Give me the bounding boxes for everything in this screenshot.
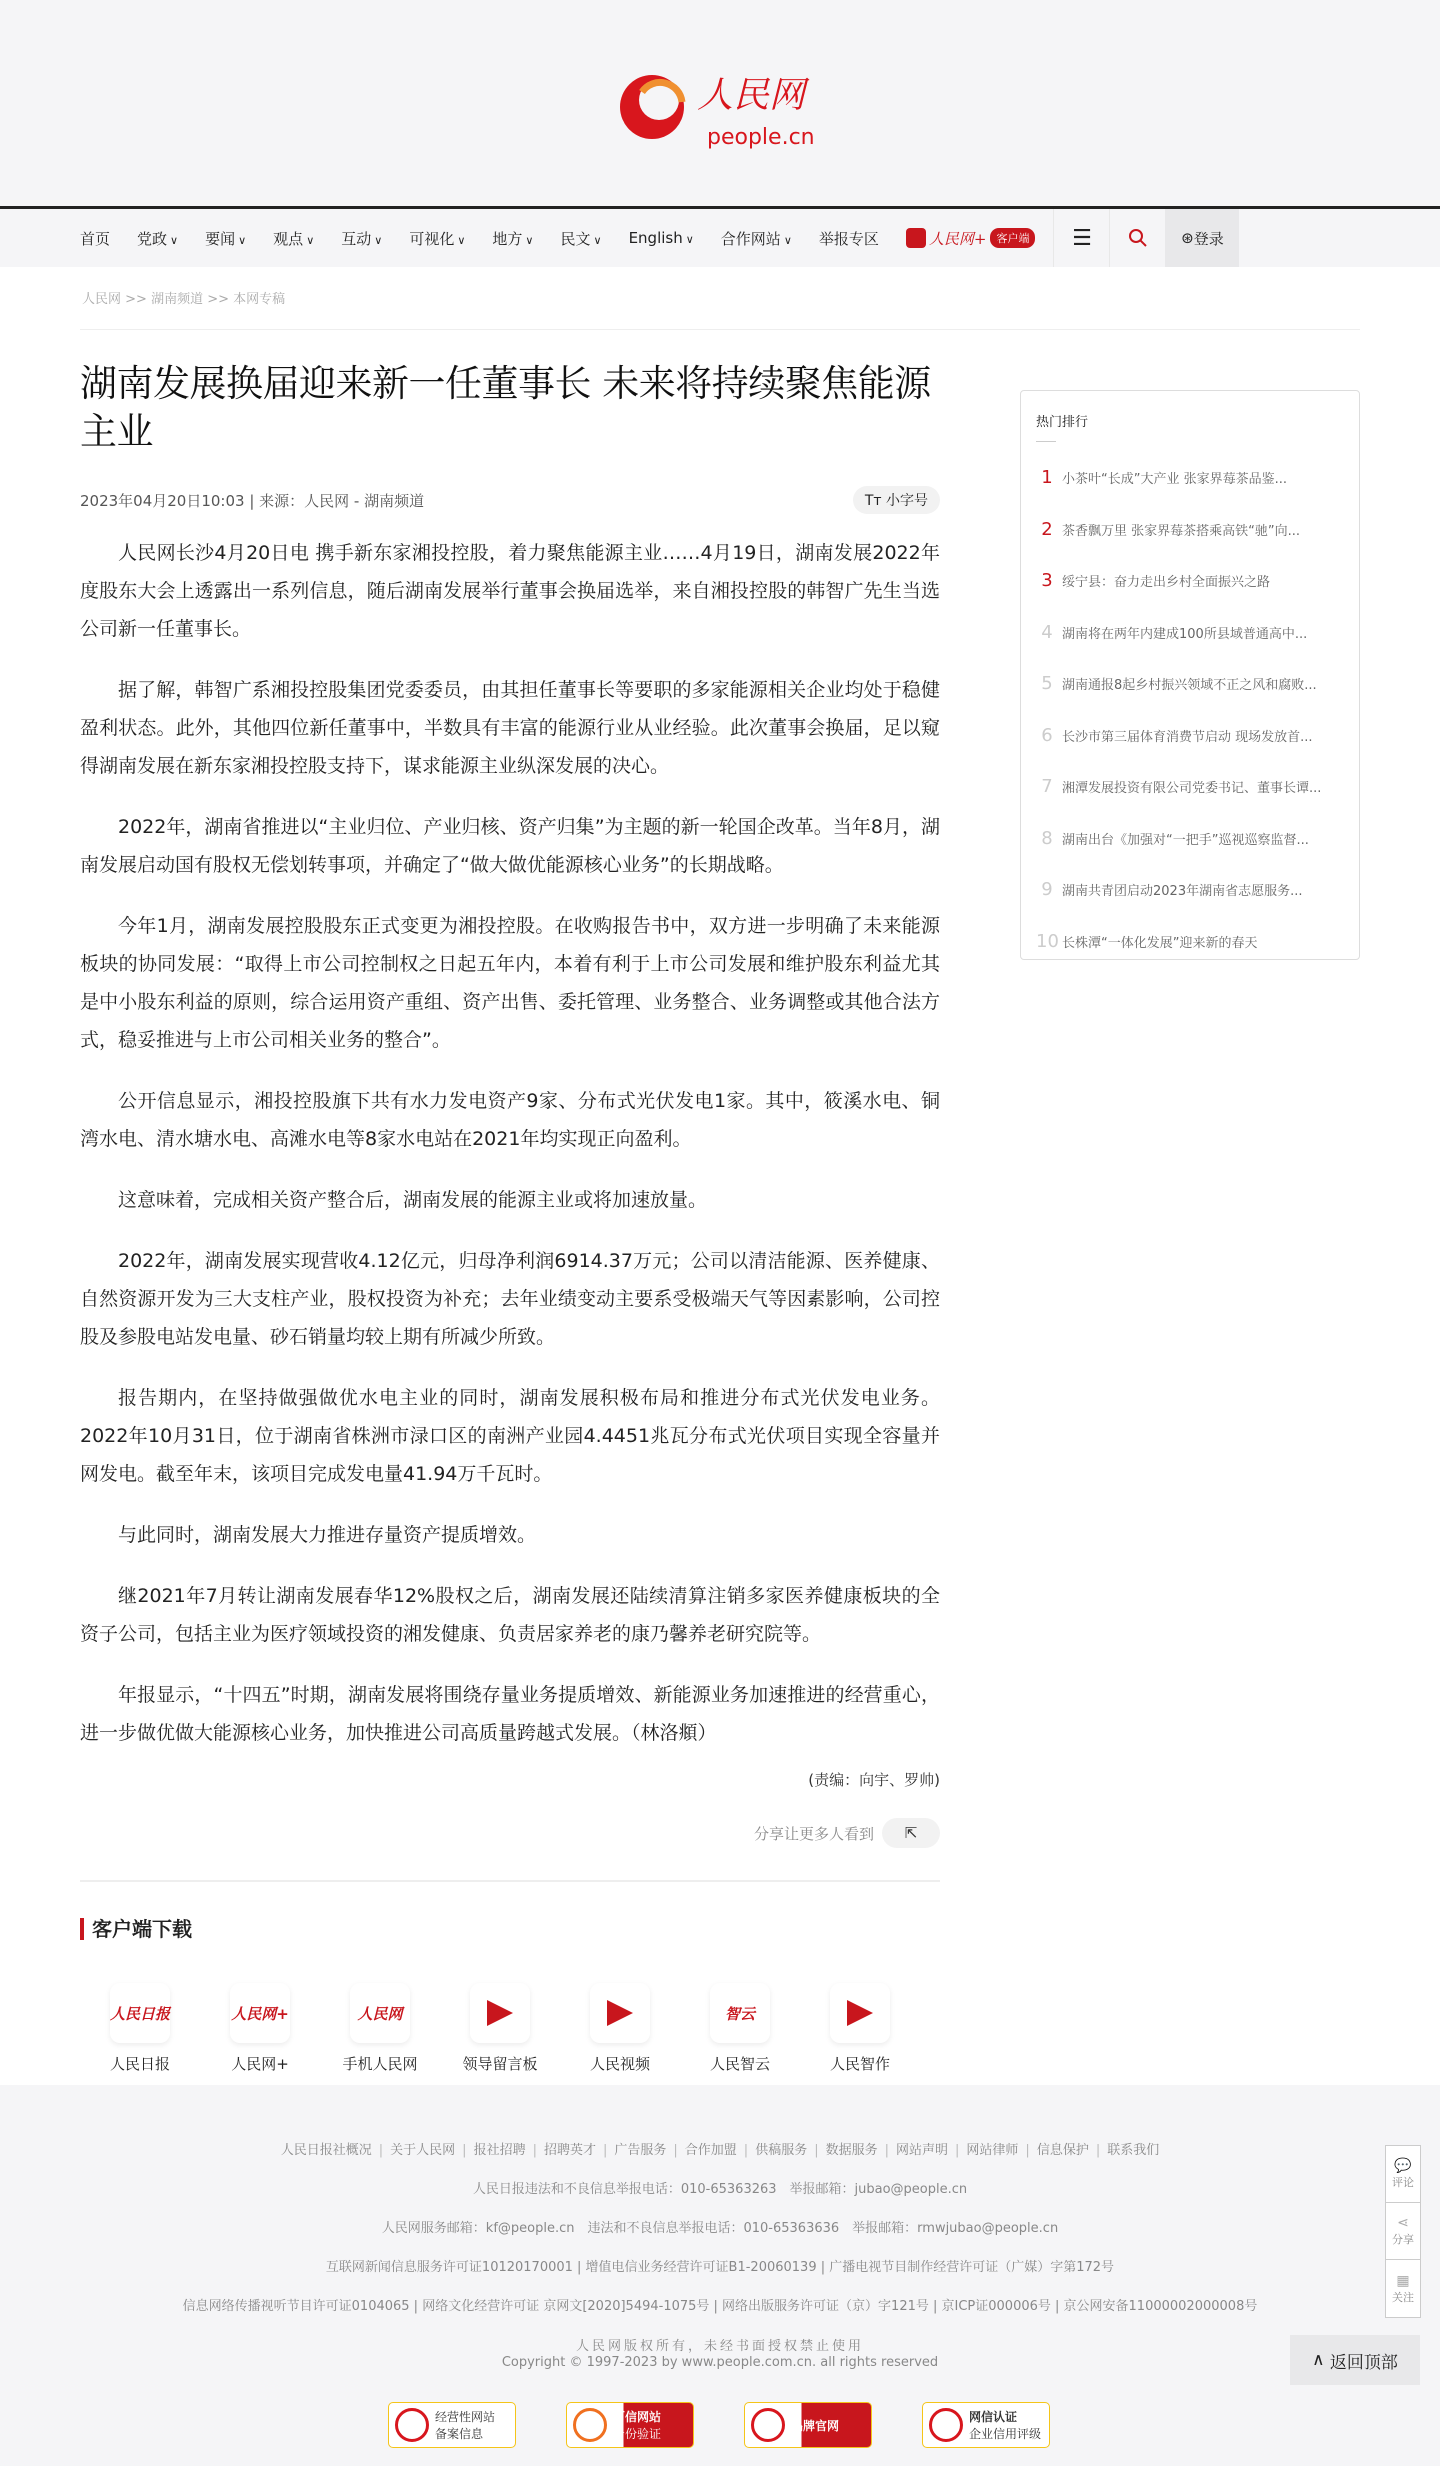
chevron-down-icon: ∨	[783, 233, 792, 247]
rank-number: 3	[1041, 570, 1053, 592]
nav-item[interactable]: English ∨	[628, 229, 694, 247]
rank-number: 10	[1036, 930, 1059, 952]
app-icon: 智云	[710, 1983, 770, 2043]
hot-ranking	[1020, 390, 1360, 960]
nav-item[interactable]: 互动 ∨	[341, 229, 383, 248]
article-paragraph: 人民网长沙4月20日电 携手新东家湘投控股，着力聚焦能源主业……4月19日，湖南发展2022年度股东大会上透露出一系列信息，随后湖南发展举行董事会换届选举，来自湘投控股的韩智广先生当选公司新一任董事长。	[80, 542, 940, 640]
nav-item[interactable]: 观点 ∨	[273, 229, 315, 248]
breadcrumb-current[interactable]: 本网专稿	[233, 292, 286, 307]
article-paragraph: 2022年，湖南发展实现营收4.12亿元，归母净利润6914.37万元；公司以清洁能源、医养健康、自然资源开发为三大支柱产业，股权投资为补充；去年业绩变动主要系受极端天气等因素影响，公司控股及参股电站发电量、砂石销量均较上期有所减少所致。	[80, 1250, 940, 1348]
footer-link[interactable]: 人民日报社概况	[280, 2143, 372, 2158]
hot-item[interactable]: 6 长沙市第三届体育消费节启动 现场发放首...	[1036, 710, 1344, 762]
footer-link[interactable]: 广告服务	[614, 2143, 667, 2158]
separator: |	[532, 2143, 537, 2158]
certification-badges	[388, 2402, 1100, 2448]
seal-icon	[573, 2408, 607, 2442]
separator: |	[884, 2143, 889, 2158]
separator: |	[602, 2143, 608, 2158]
article-meta: 2023年04月20日10:03 | 来源：人民网 - 湖南频道	[80, 491, 425, 510]
app-icon	[470, 1983, 530, 2043]
font-size-icon: Tт	[864, 493, 886, 509]
hot-item[interactable]: 7 湘潭发展投资有限公司党委书记、董事长谭...	[1036, 761, 1344, 813]
hot-item[interactable]: 4 湖南将在两年内建成100所县域普通高中...	[1036, 607, 1344, 659]
rank-number: 2	[1041, 518, 1053, 540]
breadcrumb-hunan[interactable]: 湖南频道	[151, 292, 204, 307]
app-icon: 人民网	[350, 1983, 410, 2043]
chevron-down-icon: ∨	[457, 233, 466, 247]
nav-item[interactable]: 地方 ∨	[492, 229, 534, 248]
people-plus-icon	[906, 228, 926, 248]
nav-item[interactable]: 举报专区	[818, 229, 879, 248]
separator: |	[955, 2143, 960, 2158]
separator: |	[1095, 2143, 1101, 2158]
hot-item[interactable]: 9 湖南共青团启动2023年湖南省志愿服务...	[1036, 864, 1344, 916]
nav-item[interactable]: 民文 ∨	[560, 229, 602, 248]
article-paragraph: 公开信息显示，湘投控股旗下共有水力发电资产9家、分布式光伏发电1家。其中，筱溪水电、铜湾水电、清水塘水电、高滩水电等8家水电站在2021年均实现正向盈利。	[80, 1090, 940, 1150]
rank-number: 5	[1041, 673, 1053, 695]
article-paragraph: 据了解，韩智广系湘投控股集团党委委员，由其担任董事长等要职的多家能源相关企业均处于稳健盈利状态。此外，其他四位新任董事中，半数具有丰富的能源行业从业经验。此次董事会换届，足以窥得湖南发展在新东家湘投控股支持下，谋求能源主业纵深发展的决心。	[80, 679, 940, 777]
seal-icon	[929, 2408, 963, 2442]
search-icon	[1128, 228, 1148, 248]
people-cn-logo[interactable]	[612, 62, 832, 152]
hot-item[interactable]: 8 湖南出台《加强对“一把手”巡视巡察监督...	[1036, 813, 1344, 865]
article-paragraph: 这意味着，完成相关资产整合后，湖南发展的能源主业或将加速放量。	[118, 1189, 708, 1211]
share-button[interactable]	[882, 1818, 940, 1848]
footer-link[interactable]: 合作加盟	[684, 2143, 737, 2158]
footer-link[interactable]: 联系我们	[1107, 2143, 1160, 2158]
article	[80, 360, 940, 1848]
comment-icon: 💬	[1394, 2158, 1412, 2174]
separator: |	[673, 2143, 678, 2158]
client-app[interactable]: 人民智作	[800, 1965, 920, 2074]
nav-item[interactable]: 党政 ∨	[137, 229, 179, 248]
seal-icon	[395, 2408, 429, 2442]
separator: |	[814, 2143, 819, 2158]
share-float-button[interactable]: ⋖ 分享	[1386, 2203, 1420, 2260]
client-app[interactable]: 人民网 手机人民网	[320, 1965, 440, 2074]
certification-badge[interactable]: 可信网站 身份验证	[566, 2402, 694, 2448]
main-nav	[0, 209, 1440, 267]
separator: |	[1025, 2143, 1030, 2158]
footer-license-line-2: 信息网络传播视听节目许可证0104065 | 网络文化经营许可证 京网文[2020]5494-1075号 | 网络出版服务许可证（京）字121号 | 京ICP证000006号 | 京公网安备11000002000008号	[182, 2299, 1258, 2314]
certification-badge[interactable]: 网信认证 企业信用评级	[922, 2402, 1050, 2448]
article-paragraph: 继2021年7月转让湖南发展春华12%股权之后，湖南发展还陆续清算注销多家医养健康板块的全资子公司，包括主业为医疗领域投资的湘发健康、负责居家养老的康乃馨养老研究院等。	[80, 1585, 940, 1645]
nav-item[interactable]: 合作网站 ∨	[720, 229, 792, 248]
footer-link[interactable]: 报社招聘	[473, 2143, 526, 2158]
rank-number: 7	[1041, 776, 1053, 798]
search-button[interactable]	[1109, 209, 1165, 267]
article-body	[80, 534, 940, 1752]
footer-copyright: Copyright © 1997-2023 by www.people.com.cn. all rights reserved	[501, 2355, 939, 2370]
chevron-down-icon: ∨	[685, 233, 694, 246]
floating-toolbar	[1385, 2145, 1421, 2318]
editor-credit: (责编：向宇、罗帅)	[808, 1771, 940, 1789]
footer-link[interactable]: 招聘英才	[543, 2143, 596, 2158]
footer-rights: 人民网版权所有，未经书面授权禁止使用	[575, 2339, 864, 2354]
client-app[interactable]: 人民网+ 人民网+	[200, 1965, 320, 2074]
external-share-icon: ⇱	[904, 1824, 918, 1842]
user-icon: ⊛	[1181, 229, 1194, 247]
header	[0, 0, 1440, 209]
app-icon	[590, 1983, 650, 2043]
follow-button[interactable]: ▦ 关注	[1392, 2272, 1414, 2304]
hot-ranking-title: 热门排行	[1036, 411, 1344, 442]
nav-item[interactable]: 首页	[80, 229, 111, 248]
breadcrumb-home[interactable]: 人民网	[82, 292, 122, 307]
client-download-title: 客户端下载	[80, 1918, 192, 1940]
footer-report-line: 人民日报违法和不良信息举报电话：010-65363263 举报邮箱：jubao@people.cn	[472, 2182, 968, 2197]
client-app[interactable]: 人民日报 人民日报	[80, 1965, 200, 2074]
back-to-top-button[interactable]: ∧ 返回顶部	[1290, 2335, 1420, 2385]
certification-badge[interactable]: 经营性网站 备案信息	[388, 2402, 516, 2448]
article-paragraph: 与此同时，湖南发展大力推进存量资产提质增效。	[118, 1524, 537, 1546]
chevron-down-icon: ∨	[306, 233, 315, 247]
font-size-toggle[interactable]: Tт 小字号	[853, 486, 940, 514]
login-button[interactable]: ⊛ 登录	[1165, 209, 1239, 267]
seal-icon	[751, 2408, 785, 2442]
chevron-down-icon: ∨	[593, 233, 602, 247]
footer-link[interactable]: 信息保护	[1036, 2143, 1089, 2158]
hamburger-icon: ☰	[1072, 225, 1092, 251]
hot-item[interactable]: 5 湖南通报8起乡村振兴领域不正之风和腐败...	[1036, 658, 1344, 710]
footer-link[interactable]: 网站律师	[966, 2143, 1019, 2158]
menu-button[interactable]	[1053, 209, 1109, 267]
svg-text:人民网: 人民网	[697, 75, 806, 116]
nav-item[interactable]: 要闻 ∨	[205, 229, 247, 248]
separator: |	[462, 2143, 467, 2158]
chevron-down-icon: ∨	[170, 233, 179, 247]
rank-number: 6	[1041, 724, 1053, 746]
comment-button[interactable]: 💬 评论	[1386, 2146, 1420, 2203]
separator: |	[743, 2143, 749, 2158]
chevron-down-icon: ∨	[374, 233, 383, 247]
svg-text:people.cn: people.cn	[707, 125, 815, 150]
rank-number: 9	[1041, 879, 1053, 901]
chevron-down-icon: ∨	[525, 233, 534, 247]
chevron-down-icon: ∨	[238, 233, 247, 247]
app-icon: 人民日报	[110, 1983, 170, 2043]
article-paragraph: 年报显示，“十四五”时期，湖南发展将围绕存量业务提质增效、新能源业务加速推进的经营重心，进一步做优做大能源核心业务，加快推进公司高质量跨越式发展。（林洛頫）	[80, 1684, 940, 1744]
chevron-up-icon: ∧	[1312, 2350, 1330, 2370]
share-text: 分享让更多人看到	[753, 1824, 874, 1843]
client-app[interactable]: 人民视频	[560, 1965, 680, 2074]
footer-link[interactable]: 网站声明	[896, 2143, 949, 2158]
divider	[80, 1880, 940, 1882]
footer-service-line: 人民网服务邮箱：kf@people.cn 违法和不良信息举报电话：010-65363636 举报邮箱：rmwjubao@people.cn	[381, 2221, 1059, 2236]
client-app[interactable]: 领导留言板	[440, 1965, 560, 2074]
article-paragraph: 报告期内，在坚持做强做优水电主业的同时，湖南发展积极布局和推进分布式光伏发电业务。2022年10月31日，位于湖南省株洲市渌口区的南洲产业园4.4451兆瓦分布式光伏项目实现全容量并网发电。截至年末，该项目完成发电量41.94万千瓦时。	[80, 1387, 940, 1485]
footer-link[interactable]: 数据服务	[825, 2143, 878, 2158]
article-paragraph: 2022年，湖南省推进以“主业归位、产业归核、资产归集”为主题的新一轮国企改革。当年8月，湖南发展启动国有股权无偿划转事项，并确定了“做大做优能源核心业务”的长期战略。	[80, 816, 940, 876]
rank-number: 1	[1041, 467, 1053, 489]
divider	[80, 329, 1360, 330]
people-plus-link[interactable]: 人民网+ 客户端	[906, 228, 1036, 249]
rank-number: 8	[1041, 827, 1053, 849]
certification-badge[interactable]: 品牌官网	[744, 2402, 872, 2448]
footer-link[interactable]: 关于人民网	[390, 2143, 456, 2158]
article-paragraph: 今年1月，湖南发展控股股东正式变更为湘投控股。在收购报告书中，双方进一步明确了未来能源板块的协同发展：“取得上市公司控制权之日起五年内，本着有利于上市公司发展和维护股东利益尤其是中小股东利益的原则，综合运用资产重组、资产出售、委托管理、业务整合、业务调整或其他合法方式，稳妥推进与上市公司相关业务的整合”。	[80, 915, 940, 1051]
qr-code-icon: ▦	[1396, 2272, 1410, 2289]
separator: |	[378, 2143, 384, 2158]
hot-item[interactable]: 3 绥宁县：奋力走出乡村全面振兴之路	[1036, 555, 1344, 607]
footer-link[interactable]: 供稿服务	[755, 2143, 808, 2158]
footer-license-line: 互联网新闻信息服务许可证10120170001 | 增值电信业务经营许可证B1-20060139 | 广播电视节目制作经营许可证（广媒）字第172号	[325, 2260, 1115, 2275]
hot-item[interactable]: 2 茶香飘万里 张家界莓茶搭乘高铁“驰”向...	[1036, 504, 1344, 556]
rank-number: 4	[1041, 621, 1053, 643]
app-icon	[830, 1983, 890, 2043]
nav-item[interactable]: 可视化 ∨	[409, 229, 466, 248]
breadcrumb: 人民网 >> 湖南频道 >> 本网专稿	[82, 292, 286, 307]
article-title: 湖南发展换届迎来新一任董事长 未来将持续聚焦能源主业	[80, 362, 931, 453]
hot-item[interactable]: 10 长株潭“一体化发展”迎来新的春天	[1036, 930, 1258, 952]
app-icon: 人民网+	[230, 1983, 290, 2043]
client-app[interactable]: 智云 人民智云	[680, 1965, 800, 2074]
client-apps	[80, 1965, 920, 2074]
share-icon: ⋖	[1397, 2215, 1409, 2231]
hot-item[interactable]: 1 小茶叶“长成”大产业 张家界莓茶品鉴...	[1036, 452, 1344, 504]
